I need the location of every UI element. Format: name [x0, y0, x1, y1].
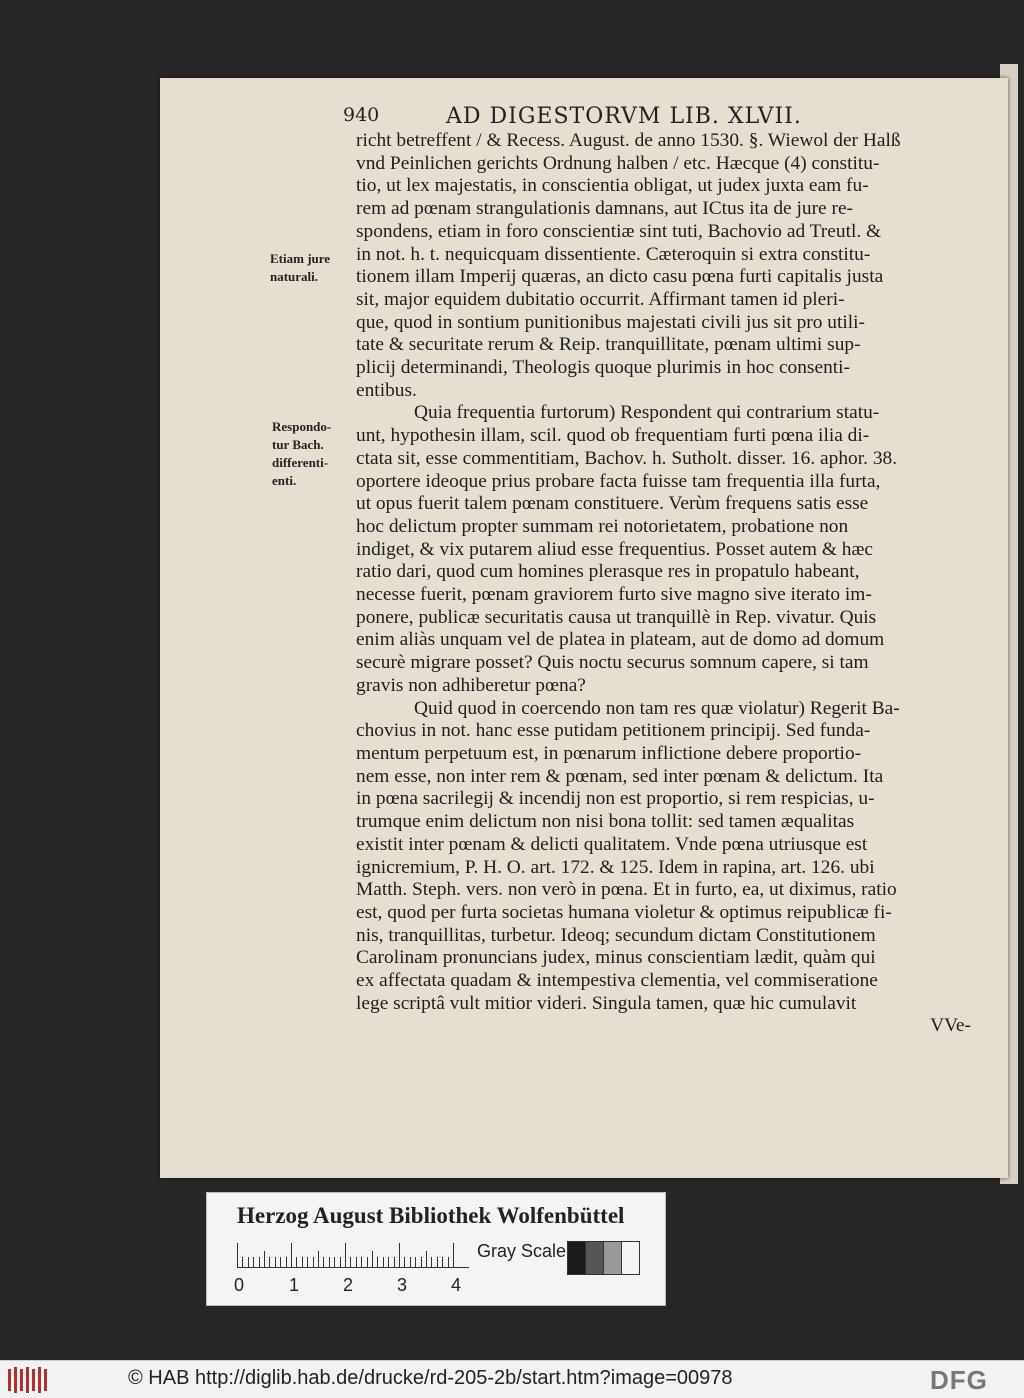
- ruler-tick: [372, 1251, 373, 1267]
- text-line: Carolinam pronuncians judex, minus conscientiam lædit, quàm qui: [356, 947, 876, 969]
- scale-number: 2: [343, 1275, 354, 1295]
- margin-note-line: naturali.: [270, 269, 319, 284]
- text-line: in not. h. t. nequicquam dissentiente. Cæteroquin si extra constitu-: [356, 243, 871, 265]
- library-label: [206, 1192, 666, 1306]
- text-line: ut opus fuerit talem pœnam constituere. Verùm frequens satis esse: [356, 493, 869, 515]
- ruler-tick: [264, 1251, 265, 1267]
- hab-logo-icon: [8, 1367, 48, 1393]
- ruler-tick: [286, 1257, 287, 1267]
- text-line: est, quod per furta societas humana violetur & optimus reipublicæ fi-: [356, 901, 892, 923]
- ruler-tick: [431, 1257, 432, 1267]
- scale-number: 0: [234, 1275, 245, 1295]
- text-line: tate & securitate rerum & Reip. tranquillitate, pœnam ultimi sup-: [356, 334, 861, 356]
- text-line: rem ad pœnam strangulationis damnans, aut ICtus ita de jure re-: [356, 198, 854, 220]
- text-line: sit, major equidem dubitatio occurrit. Affirmant tamen id pleri-: [356, 288, 845, 310]
- ruler-tick: [291, 1243, 292, 1267]
- text-line: existit inter pœnam & delicti qualitatem. Vnde pœna utriusque est: [356, 833, 868, 855]
- page-number: 940: [343, 104, 380, 126]
- scale-number: 4: [451, 1275, 462, 1295]
- ruler-tick: [453, 1243, 454, 1267]
- text-line: spondens, etiam in foro conscientiæ sint tuti, Bachovio ad Treutl. &: [356, 220, 882, 242]
- ruler-tick: [415, 1257, 416, 1267]
- margin-note-1: [270, 250, 330, 286]
- text-line: tionem illam Imperij quæras, an dicto casu pœna furti capitalis justa: [356, 266, 884, 288]
- text-line: enim aliàs unquam vel de platea in plateam, aut de domo ad domum: [356, 629, 885, 651]
- margin-note-line: Respondo-: [272, 419, 332, 434]
- footer-bar: [0, 1360, 1024, 1398]
- ruler-tick: [426, 1251, 427, 1267]
- text-line: hoc delictum propter summam rei notorietatem, probatione non: [356, 515, 849, 537]
- text-line: securè migrare posset? Quis noctu securus somnum capere, si tam: [356, 652, 869, 674]
- ruler-tick: [437, 1257, 438, 1267]
- gray-swatch: [567, 1241, 586, 1275]
- text-line: in pœna sacrilegij & incendij non est proportio, si rem respicias, u-: [356, 788, 875, 810]
- gray-scale-label: Gray Scale: [477, 1241, 567, 1261]
- text-line: unt, hypothesin illam, scil. quod ob frequentiam furti pœna ilia di-: [356, 425, 870, 447]
- text-line: nem esse, non inter rem & pœnam, sed inter pœnam & delictum. Ita: [356, 765, 884, 787]
- ruler-tick: [361, 1257, 362, 1267]
- ruler-tick: [269, 1257, 270, 1267]
- text-line: Quia frequentia furtorum) Respondent qui contrarium statu-: [414, 402, 880, 424]
- text-line: tio, ut lex majestatis, in conscientia obligat, ut judex juxta eam fu-: [356, 175, 869, 197]
- running-title: AD DIGESTORVM LIB. XLVII.: [446, 104, 802, 129]
- ruler-tick: [410, 1257, 411, 1267]
- footer-source-link[interactable]: © HAB http://diglib.hab.de/drucke/rd-205-2b/start.htm?image=00978: [128, 1367, 733, 1389]
- ruler-tick: [367, 1257, 368, 1267]
- ruler-tick: [259, 1257, 260, 1267]
- ruler-tick: [448, 1257, 449, 1267]
- ruler-tick: [318, 1251, 319, 1267]
- ruler-tick: [253, 1257, 254, 1267]
- margin-note-line: enti.: [272, 473, 297, 488]
- text-line: ponere, publicæ securitatis causa ut tranquillè in Rep. vivatur. Quis: [356, 606, 877, 628]
- ruler-tick: [237, 1243, 238, 1267]
- body-text: [356, 130, 971, 1038]
- text-line: richt betreffent / & Recess. August. de anno 1530. §. Wiewol der Halß: [356, 130, 901, 151]
- ruler-tick: [275, 1257, 276, 1267]
- ruler-tick: [323, 1257, 324, 1267]
- ruler-tick: [442, 1257, 443, 1267]
- ruler-tick: [383, 1257, 384, 1267]
- margin-note-line: tur Bach.: [272, 437, 324, 452]
- ruler-tick: [242, 1257, 243, 1267]
- scale-number: 3: [397, 1275, 408, 1295]
- text-line: entibus.: [356, 379, 417, 401]
- text-line: vnd Peinlichen gerichts Ordnung halben / etc. Hæcque (4) constitu-: [356, 152, 880, 174]
- ruler-tick: [350, 1257, 351, 1267]
- ruler-tick: [345, 1243, 346, 1267]
- text-line: oportere ideoque prius probare facta fuisse tam frequentia illa furta,: [356, 470, 881, 492]
- text-line: nis, tranquillitas, turbetur. Ideoq; secundum dictam Constitutionem: [356, 924, 876, 946]
- ruler-tick: [356, 1257, 357, 1267]
- margin-note-line: Etiam jure: [270, 251, 331, 266]
- ruler-tick: [302, 1257, 303, 1267]
- text-line: que, quod in sontium punitionibus majestati civili jus sit pro utili-: [356, 311, 865, 333]
- ruler-tick: [334, 1257, 335, 1267]
- gray-swatch: [603, 1241, 622, 1275]
- ruler-tick: [313, 1257, 314, 1267]
- scale-number: 1: [289, 1275, 300, 1295]
- ruler-tick: [421, 1257, 422, 1267]
- gray-swatch: [621, 1241, 640, 1275]
- ruler-tick: [404, 1257, 405, 1267]
- text-line: lege scriptâ vult mitior videri. Singula tamen, quæ hic cumulavit: [356, 992, 857, 1014]
- text-line: VVe-: [930, 1015, 971, 1037]
- scale-ruler: [237, 1241, 469, 1268]
- ruler-tick: [248, 1257, 249, 1267]
- text-line: mentum perpetuum est, in pœnarum inflictione debere proportio-: [356, 742, 862, 764]
- text-line: indiget, & vix putarem aliud esse frequentius. Posset autem & hæc: [356, 538, 873, 560]
- margin-note-2: [272, 418, 331, 490]
- text-line: Quid quod in coercendo non tam res quæ violatur) Regerit Ba-: [414, 697, 900, 719]
- text-line: ratio dari, quod cum homines plerasque res in propatulo habeant,: [356, 561, 860, 583]
- margin-note-line: differenti-: [272, 455, 329, 470]
- ruler-tick: [307, 1257, 308, 1267]
- library-name: Herzog August Bibliothek Wolfenbüttel: [237, 1203, 625, 1228]
- ruler-tick: [394, 1257, 395, 1267]
- text-line: necesse fuerit, pœnam graviorem furto sive magno sive iterato im-: [356, 584, 872, 606]
- dfg-logo: DFG: [930, 1365, 988, 1395]
- ruler-tick: [399, 1243, 400, 1267]
- text-line: ex affectata quadam & intempestiva clementia, vel commiseratione: [356, 970, 878, 992]
- ruler-tick: [388, 1257, 389, 1267]
- ruler-tick: [340, 1257, 341, 1267]
- text-line: plicij determinandi, Theologis quoque plurimis in hoc consenti-: [356, 357, 851, 379]
- ruler-tick: [329, 1257, 330, 1267]
- ruler-tick: [296, 1257, 297, 1267]
- text-line: trumque enim delictum non nisi bona tollit: sed tamen æqualitas: [356, 811, 855, 833]
- text-line: chovius in not. hanc esse putidam petitionem principij. Sed funda-: [356, 720, 871, 742]
- text-line: gravis non adhiberetur pœna?: [356, 674, 586, 696]
- text-line: ignicremium, P. H. O. art. 172. & 125. Idem in rapina, art. 126. ubi: [356, 856, 875, 878]
- text-line: ctata sit, esse commentitiam, Bachov. h. Sutholt. disser. 16. aphor. 38.: [356, 447, 898, 469]
- text-line: Matth. Steph. vers. non verò in pœna. Et in furto, ea, ut diximus, ratio: [356, 879, 897, 901]
- ruler-tick: [377, 1257, 378, 1267]
- ruler-tick: [280, 1257, 281, 1267]
- gray-swatch: [585, 1241, 604, 1275]
